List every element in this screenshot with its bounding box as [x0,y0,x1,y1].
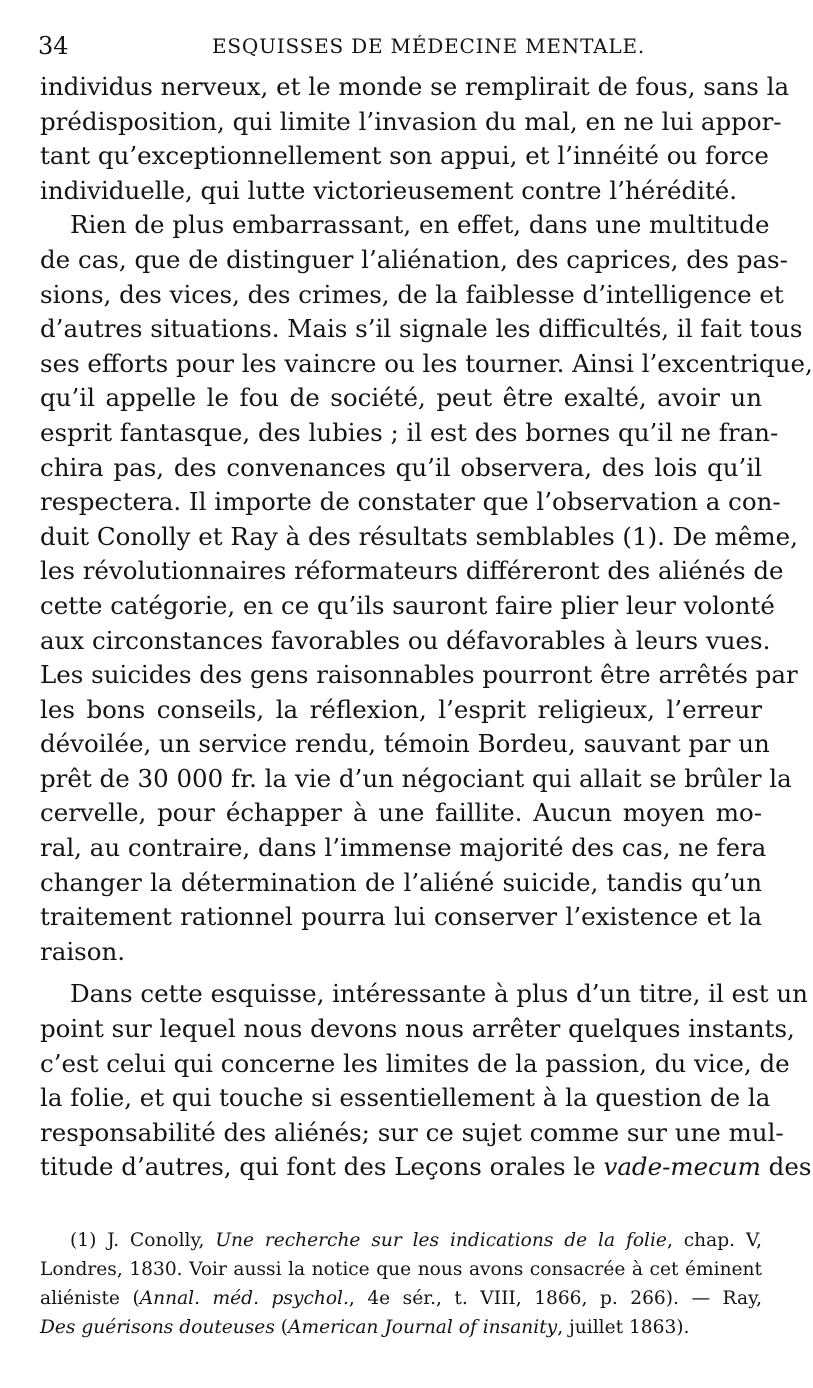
text-line [40,1150,812,1185]
text-line: respectera. Il importe de constater que l’observation a con- [40,487,781,517]
body-text [40,70,813,1185]
text-line: changer la détermination de l’aliéné suicide, tandis qu’un [40,867,762,897]
text-run: des [768,1152,812,1182]
footnote-journal: American Journal of insanity [288,1317,558,1338]
text-line: ral, au contraire, dans l’immense majorité des cas, ne fera [40,833,767,863]
page-header [38,32,770,66]
footnote-title: Une recherche sur les indications de la folie [215,1230,667,1251]
text-line: ses efforts pour les vaincre ou les tourner. Ainsi l’excentrique, [40,348,813,378]
text-line: les révolutionnaires réformateurs différeront des aliénés de [40,556,784,586]
text-line: c’est celui qui concerne les limites de la passion, du vice, de [40,1048,790,1078]
text-line: raison. [40,936,126,966]
text-line: chira pas, des convenances qu’il observera, des lois qu’il [40,452,762,482]
footnote-title: Des guérisons douteuses [40,1317,275,1338]
footnote-text: , juillet 1863). [557,1317,690,1338]
footnote-line [40,1226,762,1255]
footnote-line [40,1284,762,1313]
footnote-text: aliéniste ( [40,1288,140,1309]
text-line: Dans cette esquisse, intéressante à plus d’un titre, il est un [70,979,808,1009]
page-number: 34 [38,32,69,60]
footnote-text: (1) J. Conolly, [70,1230,205,1251]
text-line: qu’il appelle le fou de société, peut être exalté, avoir un [40,383,762,413]
text-line: traitement rationnel pourra lui conserver l’existence et la [40,902,762,932]
italic-term: vade-mecum [603,1152,761,1182]
text-line: prêt de 30 000 fr. la vie d’un négociant qui allait se brûler la [40,763,792,793]
text-line: individuelle, qui lutte victorieusement contre l’hérédité. [40,175,738,205]
footnote-text: , 4e sér., t. VIII, 1866, p. 266). — Ray, [348,1288,763,1309]
paragraph-gap [40,969,762,977]
text-run: titude d’autres, qui font des Leçons orales le [40,1152,596,1182]
text-line: dévoilée, un service rendu, témoin Bordeu, sauvant par un [40,729,770,759]
text-line: cervelle, pour échapper à une faillite. Aucun moyen mo- [40,798,762,828]
footnote-line: Londres, 1830. Voir aussi la notice que nous avons consacrée à cet éminent [40,1259,762,1280]
footnote-journal: Annal. méd. psychol. [139,1288,349,1309]
text-line: Rien de plus embarrassant, en effet, dans une multitude [70,210,770,240]
text-line: prédisposition, qui limite l’invasion du mal, en ne lui appor- [40,106,782,136]
text-line: individus nerveux, et le monde se remplirait de fous, sans la [40,72,790,101]
text-line: cette catégorie, en ce qu’ils sauront faire plier leur volonté [40,590,775,620]
text-line: sions, des vices, des crimes, de la faiblesse d’intelligence et [40,279,784,309]
text-line: responsabilité des aliénés; sur ce sujet comme sur une mul- [40,1117,784,1147]
footnote-text: ( [274,1317,289,1338]
text-line: duit Conolly et Ray à des résultats semblables (1). De même, [40,521,798,551]
text-line: les bons conseils, la réflexion, l’esprit religieux, l’erreur [40,694,762,724]
text-line: d’autres situations. Mais s’il signale les difficultés, il fait tous [40,314,803,344]
text-line: aux circonstances favorables ou défavorables à leurs vues. [40,625,771,655]
text-line: point sur lequel nous devons nous arrêter quelques instants, [40,1014,795,1044]
text-line: de cas, que de distinguer l’aliénation, des caprices, des pas- [40,244,788,274]
footnote-line [40,1313,762,1342]
running-title: ESQUISSES DE MÉDECINE MENTALE. [212,34,646,58]
text-line: la folie, et qui touche si essentiellement à la question de la [40,1083,771,1113]
footnote-text: , chap. V, [666,1230,762,1251]
text-line: tant qu’exceptionnellement son appui, et l’innéité ou force [40,141,769,171]
footnote [40,1226,762,1342]
text-line: esprit fantasque, des lubies ; il est des bornes qu’il ne fran- [40,417,779,447]
text-line: Les suicides des gens raisonnables pourront être arrêtés par [40,660,798,690]
